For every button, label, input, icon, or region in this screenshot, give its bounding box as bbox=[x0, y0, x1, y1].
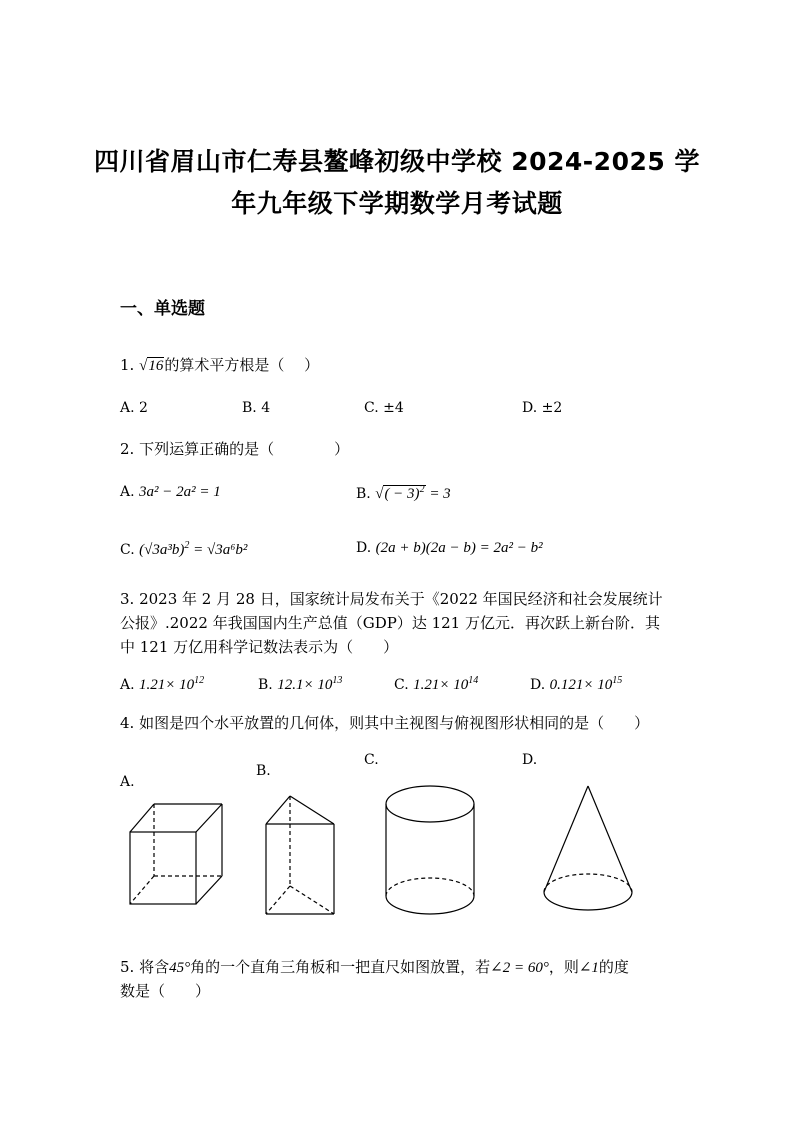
question-5-line2: 数是（ ） bbox=[120, 982, 211, 1000]
question-3-line2: 公报》.2022 年我国国内生产总值（GDP）达 121 万亿元．再次跃上新台阶．其 bbox=[120, 614, 660, 632]
question-5: 5. 将含45°角的一个直角三角板和一把直尺如图放置，若∠2 = 60°，则∠1的度 bbox=[120, 958, 629, 976]
cylinder-figure bbox=[382, 782, 480, 922]
option-a: A. 2 bbox=[120, 400, 148, 416]
question-number: 3. bbox=[120, 590, 135, 608]
question-1 bbox=[120, 354, 319, 375]
question-number: 5. bbox=[120, 958, 135, 976]
figure-label-a: A. bbox=[120, 774, 135, 790]
option-d: D. (2a + b)(2a − b) = 2a² − b² bbox=[356, 540, 543, 556]
page-title-line2: 年九年级下学期数学月考试题 bbox=[231, 189, 563, 218]
question-number: 1. bbox=[120, 356, 135, 374]
figure-label-c: C. bbox=[364, 752, 379, 768]
option-b: B. √( − 3)$^2$ = 3 bbox=[356, 484, 451, 502]
question-3: 3. 2023 年 2 月 28 日，国家统计局发布关于《2022 年国民经济和社会发展统计 bbox=[120, 590, 663, 608]
option-c: C. $(√3a^3b)^2 = √3a^6b^2$ bbox=[120, 540, 248, 558]
figure-label-b: B. bbox=[256, 763, 271, 779]
question-text: 下列运算正确的是（ ） bbox=[139, 440, 350, 458]
page-title-line1: 四川省眉山市仁寿县鳌峰初级中学校 2024-2025 学 bbox=[94, 147, 700, 176]
cone-figure bbox=[540, 782, 638, 922]
figure-label-d: D. bbox=[522, 752, 538, 768]
option-a: A. $1.21\times 10^{12}$ bbox=[120, 675, 205, 693]
question-text: 的算术平方根是（ ） bbox=[164, 356, 320, 374]
question-number: 4. bbox=[120, 714, 135, 732]
question-2 bbox=[120, 438, 349, 459]
sqrt-expression: √16 bbox=[139, 358, 164, 374]
option-b: B. $12.1\times 10^{13}$ bbox=[258, 675, 343, 693]
section-heading: 一、单选题 bbox=[120, 299, 205, 319]
option-a: A. 3a² − 2a² = 1 bbox=[120, 484, 221, 500]
cube-figure bbox=[126, 800, 228, 910]
question-text: 如图是四个水平放置的几何体，则其中主视图与俯视图形状相同的是（ ） bbox=[139, 714, 650, 732]
question-3-line3: 中 121 万亿用科学记数法表示为（ ） bbox=[120, 638, 399, 656]
option-c: C. $1.21\times 10^{14}$ bbox=[394, 675, 479, 693]
option-b: B. 4 bbox=[242, 400, 271, 416]
question-number: 2. bbox=[120, 440, 135, 458]
question-4 bbox=[120, 712, 649, 733]
triangular-prism-figure bbox=[262, 792, 340, 918]
option-d: D. ±2 bbox=[522, 400, 563, 416]
option-d: D. $0.121\times 10^{15}$ bbox=[530, 675, 623, 693]
option-c: C. ±4 bbox=[364, 400, 404, 416]
